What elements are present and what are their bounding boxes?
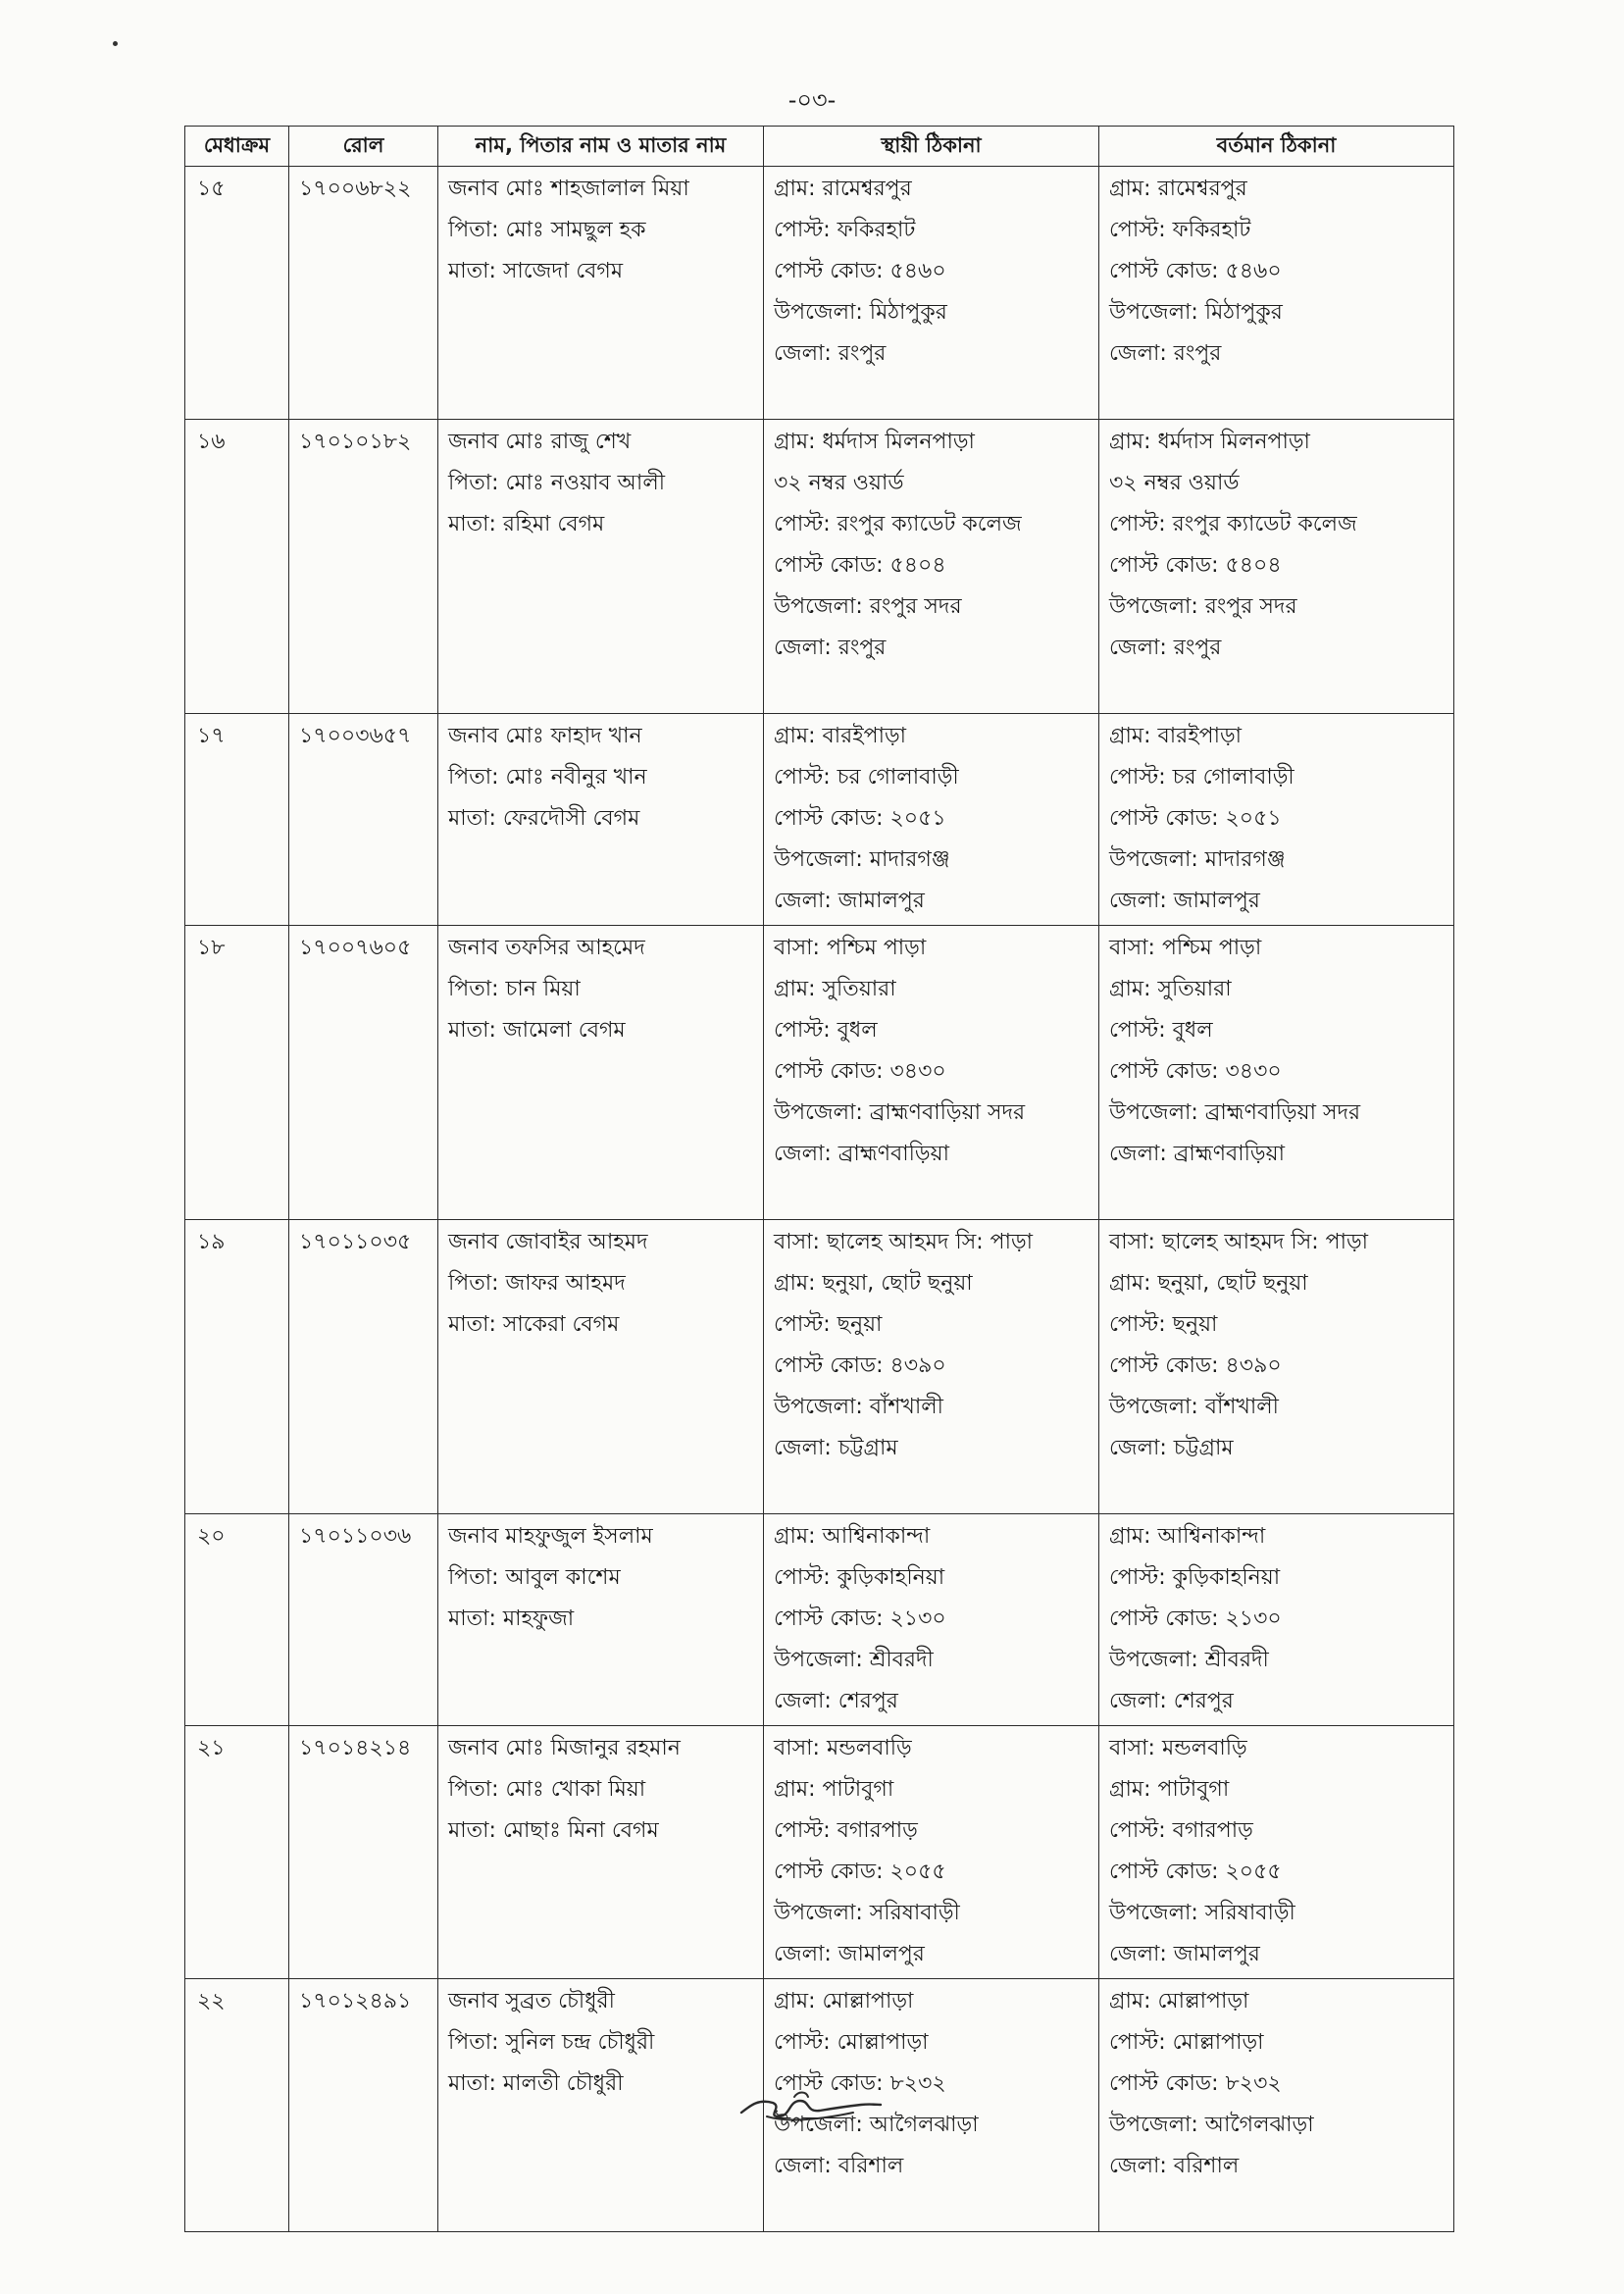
name-cell (438, 420, 764, 714)
present-address-line: উপজেলা: বাঁশখালী (1109, 1395, 1279, 1419)
name-line: জনাব সুব্রত চৌধুরী (448, 1989, 615, 2014)
present-address-line: বাসা: ছালেহ আহমদ সি: পাড়া (1109, 1230, 1369, 1254)
present-address-line: পোস্ট: মোল্লাপাড়া (1109, 2030, 1264, 2055)
present-address-line: গ্রাম: বারইপাড়া (1109, 724, 1243, 748)
merit-list-table (184, 126, 1454, 2232)
permanent-address-line: পোস্ট: মোল্লাপাড়া (774, 2030, 929, 2055)
name-line: মাতা: সাকেরা বেগম (448, 1312, 620, 1337)
serial-cell (185, 714, 289, 926)
present-address-line: পোস্ট কোড: ৫৪৬০ (1109, 259, 1282, 283)
name-line: মাতা: মোছাঃ মিনা বেগম (448, 1818, 659, 1843)
name-line: পিতা: মোঃ নবীনুর খান (448, 765, 647, 790)
permanent-address-line: পোস্ট কোড: ৮২৩২ (774, 2071, 946, 2096)
table-row (185, 926, 1454, 1220)
name-line: মাতা: রহিমা বেগম (448, 512, 605, 536)
name-line: পিতা: মোঃ খোকা মিয়া (448, 1777, 646, 1802)
serial-line: ১৫ (197, 177, 226, 201)
permanent-address-line: জেলা: জামালপুর (774, 889, 925, 913)
permanent-address-line: ৩২ নম্বর ওয়ার্ড (774, 471, 904, 495)
permanent-address-line: পোস্ট কোড: ২০৫৫ (774, 1860, 946, 1884)
present-address-cell (1099, 420, 1454, 714)
table-row (185, 1220, 1454, 1514)
present-address-line: জেলা: জামালপুর (1109, 1942, 1260, 1966)
permanent-address-line: উপজেলা: বাঁশখালী (774, 1395, 943, 1419)
signature-image (737, 2083, 885, 2132)
page-number: -০৩- (787, 86, 837, 114)
present-address-line: উপজেলা: আগৈলঝাড়া (1109, 2113, 1314, 2137)
present-address-line: পোস্ট: ছনুয়া (1109, 1312, 1218, 1337)
present-address-line: জেলা: জামালপুর (1109, 889, 1260, 913)
present-address-line: গ্রাম: পাটাবুগা (1109, 1777, 1230, 1802)
roll-cell (289, 167, 438, 420)
roll-cell (289, 420, 438, 714)
name-line: পিতা: জাফর আহমদ (448, 1271, 626, 1296)
serial-cell (185, 1979, 289, 2232)
roll-line: ১৭০০৭৬০৫ (299, 936, 412, 960)
name-cell (438, 1514, 764, 1726)
permanent-address-line: পোস্ট কোড: ৫৪৬০ (774, 259, 946, 283)
present-address-line: জেলা: শেরপুর (1109, 1689, 1234, 1713)
permanent-address-line: জেলা: বরিশাল (774, 2154, 904, 2178)
present-address-line: উপজেলা: সরিষাবাড়ী (1109, 1901, 1295, 1925)
serial-line: ১৮ (197, 936, 226, 960)
name-cell (438, 714, 764, 926)
present-address-cell (1099, 1979, 1454, 2232)
permanent-address-line: উপজেলা: মিঠাপুকুর (774, 300, 947, 325)
present-address-line: বাসা: পশ্চিম পাড়া (1109, 936, 1262, 960)
present-address-line: পোস্ট: বুধল (1109, 1018, 1213, 1043)
present-address-line: গ্রাম: মোল্লাপাড়া (1109, 1989, 1249, 2014)
name-line: জনাব তফসির আহমেদ (448, 936, 645, 960)
present-address-line: গ্রাম: ছনুয়া, ছোট ছনুয়া (1109, 1271, 1308, 1296)
roll-line: ১৭০০৬৮২২ (299, 177, 412, 201)
header-serial: মেধাক্রম (185, 127, 289, 167)
present-address-line: জেলা: রংপুর (1109, 636, 1222, 660)
permanent-address-cell (764, 167, 1099, 420)
name-line: পিতা: আবুল কাশেম (448, 1565, 621, 1590)
header-name: নাম, পিতার নাম ও মাতার নাম (438, 127, 764, 167)
name-line: মাতা: মাহফুজা (448, 1606, 575, 1631)
name-line: মাতা: মালতী চৌধুরী (448, 2071, 624, 2096)
permanent-address-line: বাসা: পশ্চিম পাড়া (774, 936, 927, 960)
present-address-line: পোস্ট: বগারপাড় (1109, 1818, 1253, 1843)
permanent-address-line: পোস্ট কোড: ২১৩০ (774, 1606, 946, 1631)
permanent-address-line: গ্রাম: বারইপাড়া (774, 724, 907, 748)
permanent-address-line: বাসা: মন্ডলবাড়ি (774, 1736, 912, 1760)
permanent-address-line: পোস্ট: ছনুয়া (774, 1312, 883, 1337)
permanent-address-line: জেলা: শেরপুর (774, 1689, 898, 1713)
header-present-address: বর্তমান ঠিকানা (1099, 127, 1454, 167)
permanent-address-line: পোস্ট: রংপুর ক্যাডেট কলেজ (774, 512, 1022, 536)
present-address-line: পোস্ট কোড: ৩৪৩০ (1109, 1059, 1282, 1084)
roll-line: ১৭০০৩৬৫৭ (299, 724, 412, 748)
roll-cell (289, 926, 438, 1220)
present-address-line: বাসা: মন্ডলবাড়ি (1109, 1736, 1247, 1760)
permanent-address-line: পোস্ট: বুধল (774, 1018, 878, 1043)
permanent-address-line: উপজেলা: মাদারগঞ্জ (774, 847, 950, 872)
permanent-address-line: জেলা: ব্রাহ্মণবাড়িয়া (774, 1142, 949, 1166)
permanent-address-line: পোস্ট কোড: ৪৩৯০ (774, 1353, 946, 1378)
name-line: মাতা: সাজেদা বেগম (448, 259, 624, 283)
present-address-line: পোস্ট কোড: ৫৪০৪ (1109, 553, 1282, 578)
present-address-cell (1099, 1220, 1454, 1514)
roll-cell (289, 1979, 438, 2232)
serial-cell (185, 1220, 289, 1514)
name-line: জনাব মোঃ ফাহাদ খান (448, 724, 642, 748)
roll-cell (289, 1220, 438, 1514)
permanent-address-cell (764, 926, 1099, 1220)
name-cell (438, 926, 764, 1220)
serial-line: ২১ (197, 1736, 226, 1760)
permanent-address-cell (764, 714, 1099, 926)
serial-line: ২০ (197, 1524, 226, 1549)
roll-line: ১৭০১২৪৯১ (299, 1989, 412, 2014)
scan-speck (113, 41, 118, 46)
permanent-address-line: গ্রাম: ধর্মদাস মিলনপাড়া (774, 430, 975, 454)
permanent-address-line: উপজেলা: শ্রীবরদী (774, 1648, 934, 1672)
serial-line: ১৬ (197, 430, 226, 454)
name-line: মাতা: ফেরদৌসী বেগম (448, 806, 640, 831)
serial-line: ২২ (197, 1989, 226, 2014)
present-address-cell (1099, 167, 1454, 420)
permanent-address-line: গ্রাম: আশ্বিনাকান্দা (774, 1524, 931, 1549)
name-cell (438, 1979, 764, 2232)
present-address-line: পোস্ট কোড: ৮২৩২ (1109, 2071, 1282, 2096)
present-address-line: জেলা: চট্টগ্রাম (1109, 1436, 1234, 1460)
permanent-address-line: বাসা: ছালেহ আহমদ সি: পাড়া (774, 1230, 1034, 1254)
roll-line: ১৭০১১০৩৫ (299, 1230, 412, 1254)
name-line: জনাব জোবাইর আহমদ (448, 1230, 648, 1254)
permanent-address-line: উপজেলা: ব্রাহ্মণবাড়িয়া সদর (774, 1100, 1026, 1125)
present-address-line: ৩২ নম্বর ওয়ার্ড (1109, 471, 1240, 495)
permanent-address-line: পোস্ট: চর গোলাবাড়ী (774, 765, 959, 790)
present-address-line: পোস্ট: কুড়িকাহনিয়া (1109, 1565, 1281, 1590)
serial-cell (185, 926, 289, 1220)
present-address-line: উপজেলা: শ্রীবরদী (1109, 1648, 1269, 1672)
table-row (185, 167, 1454, 420)
header-roll: রোল (289, 127, 438, 167)
present-address-line: উপজেলা: মিঠাপুকুর (1109, 300, 1283, 325)
present-address-line: পোস্ট কোড: ২০৫৫ (1109, 1860, 1282, 1884)
permanent-address-cell (764, 1514, 1099, 1726)
present-address-line: পোস্ট কোড: ৪৩৯০ (1109, 1353, 1282, 1378)
present-address-cell (1099, 1726, 1454, 1979)
present-address-line: পোস্ট কোড: ২০৫১ (1109, 806, 1282, 831)
permanent-address-line: জেলা: চট্টগ্রাম (774, 1436, 898, 1460)
permanent-address-line: উপজেলা: রংপুর সদর (774, 594, 962, 619)
permanent-address-line: পোস্ট কোড: ৫৪০৪ (774, 553, 946, 578)
name-line: জনাব মোঃ মিজানুর রহমান (448, 1736, 681, 1760)
present-address-line: জেলা: রংপুর (1109, 341, 1222, 366)
table-row (185, 1514, 1454, 1726)
present-address-line: পোস্ট: চর গোলাবাড়ী (1109, 765, 1294, 790)
present-address-line: উপজেলা: ব্রাহ্মণবাড়িয়া সদর (1109, 1100, 1361, 1125)
roll-line: ১৭০১০১৮২ (299, 430, 412, 454)
permanent-address-line: জেলা: রংপুর (774, 636, 887, 660)
present-address-line: গ্রাম: রামেশ্বরপুর (1109, 177, 1247, 201)
serial-line: ১৭ (197, 724, 226, 748)
present-address-line: জেলা: ব্রাহ্মণবাড়িয়া (1109, 1142, 1285, 1166)
present-address-line: পোস্ট: ফকিরহাট (1109, 218, 1251, 242)
permanent-address-line: গ্রাম: সুতিয়ারা (774, 977, 896, 1001)
name-cell (438, 1726, 764, 1979)
permanent-address-line: জেলা: জামালপুর (774, 1942, 925, 1966)
permanent-address-cell (764, 420, 1099, 714)
present-address-line: উপজেলা: মাদারগঞ্জ (1109, 847, 1286, 872)
name-line: জনাব মাহফুজুল ইসলাম (448, 1524, 653, 1549)
serial-cell (185, 1726, 289, 1979)
table-row (185, 1726, 1454, 1979)
header-permanent-address: স্থায়ী ঠিকানা (764, 127, 1099, 167)
permanent-address-cell (764, 1726, 1099, 1979)
serial-cell (185, 420, 289, 714)
present-address-line: গ্রাম: আশ্বিনাকান্দা (1109, 1524, 1266, 1549)
permanent-address-line: পোস্ট: ফকিরহাট (774, 218, 916, 242)
name-line: পিতা: মোঃ সামছুল হক (448, 218, 646, 242)
present-address-cell (1099, 1514, 1454, 1726)
present-address-cell (1099, 714, 1454, 926)
present-address-line: উপজেলা: রংপুর সদর (1109, 594, 1297, 619)
roll-line: ১৭০১৪২১৪ (299, 1736, 412, 1760)
name-line: জনাব মোঃ শাহজালাল মিয়া (448, 177, 689, 201)
table-row (185, 420, 1454, 714)
permanent-address-line: পোস্ট কোড: ২০৫১ (774, 806, 946, 831)
roll-cell (289, 1514, 438, 1726)
name-cell (438, 167, 764, 420)
table-header-row (185, 127, 1454, 167)
roll-cell (289, 714, 438, 926)
serial-cell (185, 167, 289, 420)
present-address-line: পোস্ট কোড: ২১৩০ (1109, 1606, 1282, 1631)
permanent-address-line: পোস্ট: বগারপাড় (774, 1818, 918, 1843)
permanent-address-line: গ্রাম: ছনুয়া, ছোট ছনুয়া (774, 1271, 973, 1296)
name-cell (438, 1220, 764, 1514)
permanent-address-line: গ্রাম: মোল্লাপাড়া (774, 1989, 914, 2014)
present-address-line: গ্রাম: সুতিয়ারা (1109, 977, 1232, 1001)
table-row (185, 714, 1454, 926)
name-line: পিতা: মোঃ নওয়াব আলী (448, 471, 666, 495)
roll-line: ১৭০১১০৩৬ (299, 1524, 412, 1549)
serial-cell (185, 1514, 289, 1726)
name-line: জনাব মোঃ রাজু শেখ (448, 430, 632, 454)
permanent-address-line: জেলা: রংপুর (774, 341, 887, 366)
name-line: পিতা: সুনিল চন্দ্র চৌধুরী (448, 2030, 655, 2055)
roll-cell (289, 1726, 438, 1979)
permanent-address-line: পোস্ট কোড: ৩৪৩০ (774, 1059, 946, 1084)
name-line: মাতা: জামেলা বেগম (448, 1018, 626, 1043)
name-line: পিতা: চান মিয়া (448, 977, 581, 1001)
present-address-line: পোস্ট: রংপুর ক্যাডেট কলেজ (1109, 512, 1357, 536)
serial-line: ১৯ (197, 1230, 226, 1254)
permanent-address-line: গ্রাম: রামেশ্বরপুর (774, 177, 912, 201)
present-address-line: জেলা: বরিশাল (1109, 2154, 1240, 2178)
permanent-address-line: উপজেলা: সরিষাবাড়ী (774, 1901, 960, 1925)
permanent-address-line: গ্রাম: পাটাবুগা (774, 1777, 894, 1802)
present-address-line: গ্রাম: ধর্মদাস মিলনপাড়া (1109, 430, 1310, 454)
permanent-address-line: উপজেলা: আগৈলঝাড়া (774, 2113, 979, 2137)
permanent-address-line: পোস্ট: কুড়িকাহনিয়া (774, 1565, 945, 1590)
permanent-address-cell (764, 1220, 1099, 1514)
present-address-cell (1099, 926, 1454, 1220)
